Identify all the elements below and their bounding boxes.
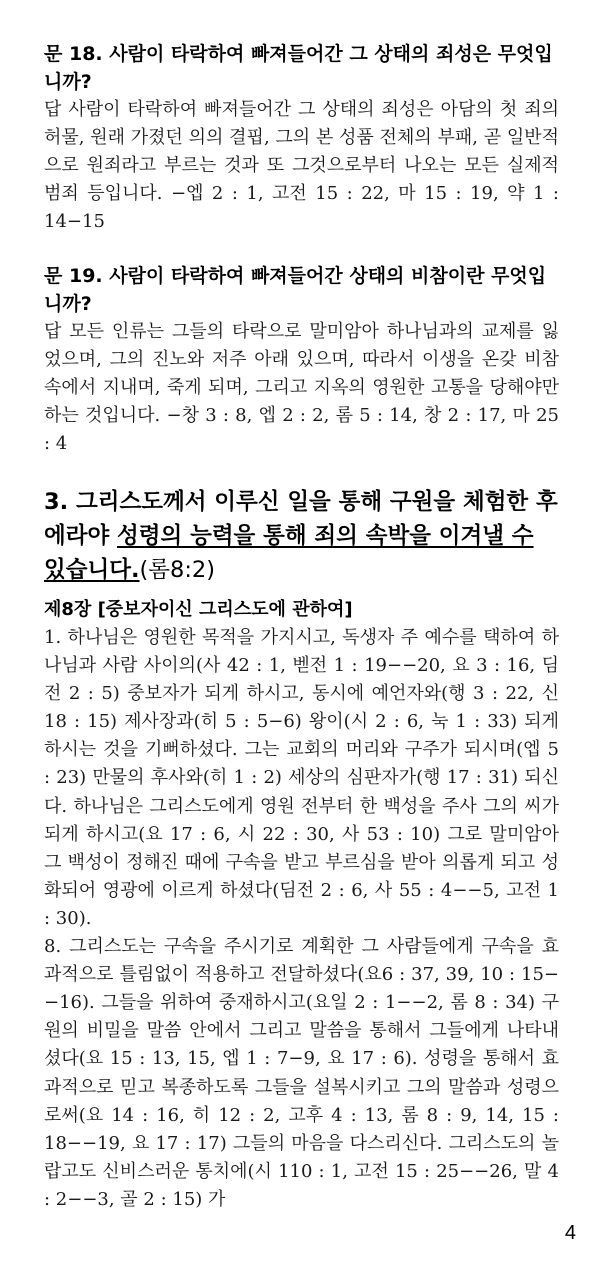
question-18-answer: 답 사람이 타락하여 빠져들어간 그 상태의 죄성은 아담의 첫 죄의 허물, 원래 가졌던 의의 결핍, 그의 본 성품 전체의 부패, 곧 일반적으로 원죄라고 부르는 것과 또 그것으로부터 나오는 모든 실제적 범죄 등입니다. −엡 2 : 1, 고전 15 : 22, 마 15 : 19, 약 1 : 14−15 xyxy=(44,99,559,232)
question-18-title: 문 18. 사람이 타락하여 빠져들어간 그 상태의 죄성은 무엇입니까? xyxy=(44,43,553,93)
key-point-3-plain: 3. 그리스도께서 이루신 일을 통해 구원을 체험한 후에라야 xyxy=(44,489,558,549)
chapter-8-paragraph-1: 1. 하나님은 영원한 목적을 가지시고, 독생자 주 예수를 택하여 하나님과 사람 사이의(사 42 : 1, 벧전 1 : 19−−20, 요 3 : 16, 딤전 2 : 5) 중보자가 되게 하시고, 동시에 예언자와(행 3 : 22, 신 18 : 15) 제사장과(히 5 : 5−6) 왕이(시 2 : 6, 눅 1 : 33) 되게 하시는 것을 기뻐하셨다. 그는 교회의 머리와 구주가 되시며(엡 5 : 23) 만물의 후사와(히 1 : 2) 세상의 심판자가(행 17 : 31) 되신다. 하나님은 그리스도에게 영원 전부터 한 백성을 주사 그의 씨가 되게 하시고(요 17 : 6, 시 22 : 30, 사 53 : 10) 그로 말미암아 그 백성이 정해진 때에 구속을 받고 부르심을 받아 의롭게 되고 성화되어 영광에 이르게 하셨다(딤전 2 : 6, 사 55 : 4−−5, 고전 1 : 30). xyxy=(44,627,559,929)
page-number: 4 xyxy=(564,1222,576,1244)
question-19 xyxy=(44,262,559,458)
chapter-8 xyxy=(44,596,559,1214)
question-18 xyxy=(44,40,559,236)
key-point-3-underlined: 성령의 능력을 통해 죄의 속박을 이겨낼 수 있습니다. xyxy=(44,523,534,583)
chapter-8-paragraph-8: 8. 그리스도는 구속을 주시기로 계획한 그 사람들에게 구속을 효과적으로 틀림없이 적용하고 전달하셨다(요6 : 37, 39, 10 : 15−−16). 그들을 위하여 중재하시고(요일 2 : 1−−2, 롬 8 : 34) 구원의 비밀을 말씀 안에서 그리고 말씀을 통해서 그들에게 나타내셨다(요 15 : 13, 15, 엡 1 : 7−9, 요 17 : 6). 성령을 통해서 효과적으로 믿고 복종하도록 그들을 설복시키고 그의 말씀과 성령으로써(요 14 : 16, 히 12 : 2, 고후 4 : 13, 롬 8 : 9, 14, 15 : 18−−19, 요 17 : 17) 그들의 마음을 다스리신다. 그리스도의 놀랍고도 신비스러운 통치에(시 110 : 1, 고전 15 : 25−−26, 말 4 : 2−−3, 골 2 : 15) 가 xyxy=(44,936,559,1210)
key-point-3-text xyxy=(44,485,559,587)
question-19-title: 문 19. 사람이 타락하여 빠져들어간 상태의 비참이란 무엇입니까? xyxy=(44,265,547,315)
key-point-3-reference: (롬8:2) xyxy=(139,557,216,583)
question-19-answer: 답 모든 인류는 그들의 타락으로 말미암아 하나님과의 교제를 잃었으며, 그의 진노와 저주 아래 있으며, 따라서 이생을 온갖 비참 속에서 지내며, 죽게 되며, 그리고 지옥의 영원한 고통을 당해야만 하는 것입니다. −창 3 : 8, 엡 2 : 2, 롬 5 : 14, 창 2 : 17, 마 25 : 4 xyxy=(44,321,559,454)
chapter-8-heading: 제8장 [중보자이신 그리스도에 관하여] xyxy=(44,599,353,620)
key-point-3 xyxy=(44,485,559,587)
